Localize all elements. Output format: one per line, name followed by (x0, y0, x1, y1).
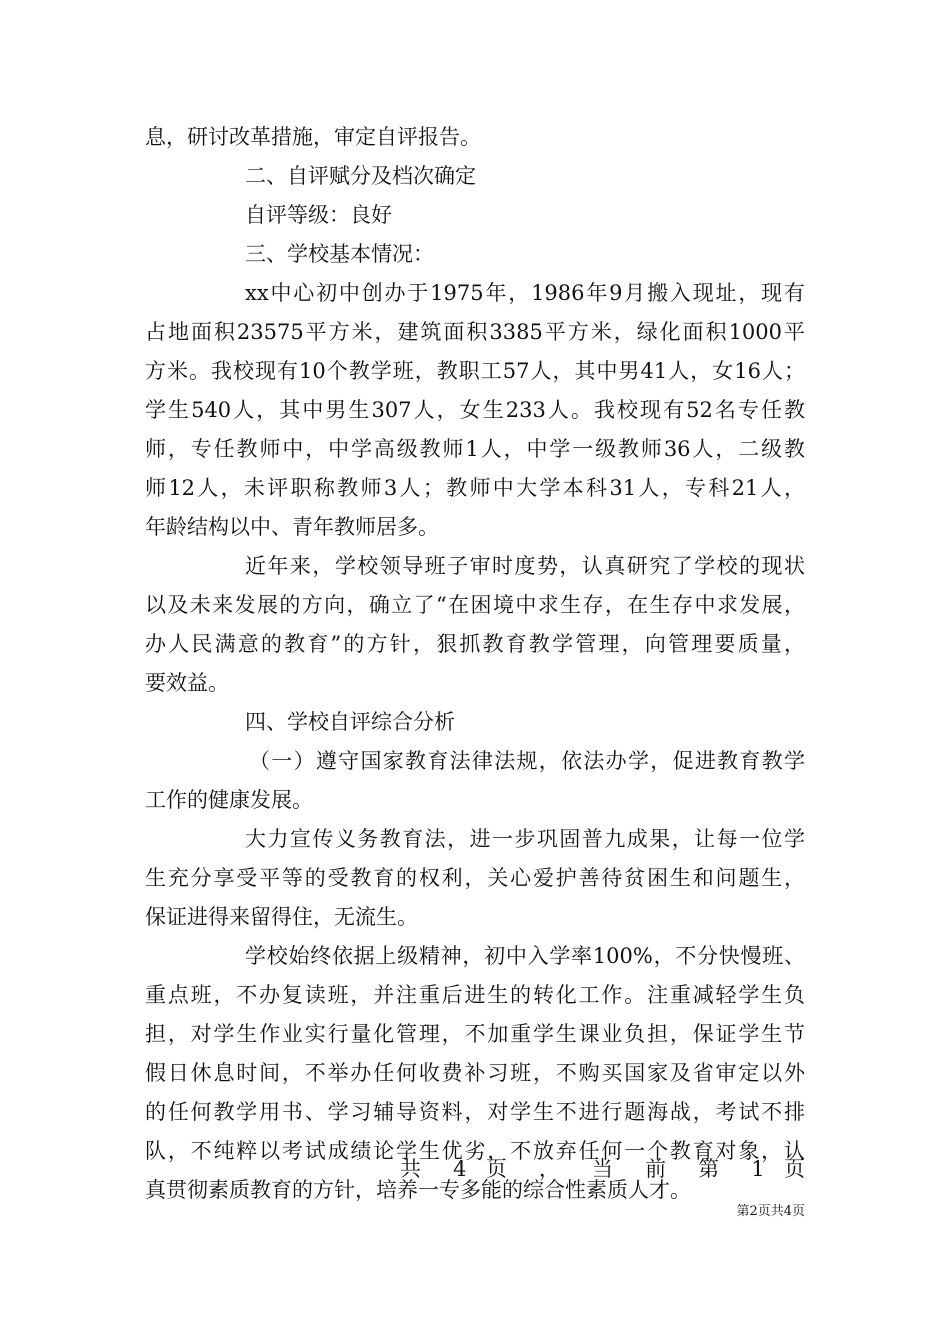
body-line: 大力宣传义务教育法，进一步巩固普九成果，让每一位学 (245, 827, 805, 851)
body-line: 担，对学生作业实行量化管理，不加重学生课业负担，保证学生节 (145, 1022, 805, 1046)
body-line: xx中心初中创办于1975年，1986年9月搬入现址，现有 (245, 281, 805, 305)
body-line: 年龄结构以中、青年教师居多。 (145, 515, 439, 539)
page-counter: 共 4 页 ， 当 前 第 1 页 (400, 1157, 805, 1181)
body-line: 自评等级：良好 (245, 203, 392, 227)
body-line: 近年来，学校领导班子审时度势，认真研究了学校的现状 (245, 554, 805, 578)
body-line: 生充分享受平等的受教育的权利，关心爱护善待贫困生和问题生， (145, 866, 805, 890)
body-line: 重点班，不办复读班，并注重后进生的转化工作。注重减轻学生负 (145, 983, 805, 1007)
body-line: 要效益。 (145, 671, 229, 695)
body-line: 方米。我校现有10个教学班，教职工57人，其中男41人，女16人； (145, 359, 805, 383)
section-heading: 三、学校基本情况： (245, 242, 434, 266)
body-line: 学校始终依据上级精神，初中入学率100%，不分快慢班、 (245, 944, 805, 968)
body-line: 学生540人，其中男生307人，女生233人。我校现有52名专任教 (145, 398, 805, 422)
subsection-heading: 工作的健康发展。 (145, 788, 313, 812)
body-line: 息，研讨改革措施，审定自评报告。 (145, 125, 481, 149)
body-line: 师，专任教师中，中学高级教师1人，中学一级教师36人，二级教 (145, 437, 805, 461)
body-line: 的任何教学用书、学习辅导资料，对学生不进行题海战，考试不排 (145, 1100, 805, 1124)
subsection-heading: （一）遵守国家教育法律法规，依法办学，促进教育教学 (249, 749, 805, 773)
document-body (145, 118, 805, 1210)
body-line: 以及未来发展的方向，确立了“在困境中求生存，在生存中求发展， (145, 593, 805, 617)
body-line: 办人民满意的教育”的方针，狠抓教育教学管理，向管理要质量， (145, 632, 805, 656)
section-heading: 四、学校自评综合分析 (245, 710, 455, 734)
body-line: 保证进得来留得住，无流生。 (145, 905, 418, 929)
body-line: 真贯彻素质教育的方针，培养一专多能的综合性素质人才。 (145, 1178, 691, 1202)
body-line: 假日休息时间，不举办任何收费补习班，不购买国家及省审定以外 (145, 1061, 805, 1085)
body-line: 占地面积23575平方米，建筑面积3385平方米，绿化面积1000平 (145, 320, 805, 344)
page-footer: 第2页共4页 (736, 1204, 805, 1219)
body-line: 师12人，未评职称教师3人；教师中大学本科31人，专科21人， (145, 476, 805, 500)
body-line: 队，不纯粹以考试成绩论学生优劣，不放弃任何一个教育对象，认 (145, 1139, 805, 1163)
section-heading: 二、自评赋分及档次确定 (245, 164, 476, 188)
